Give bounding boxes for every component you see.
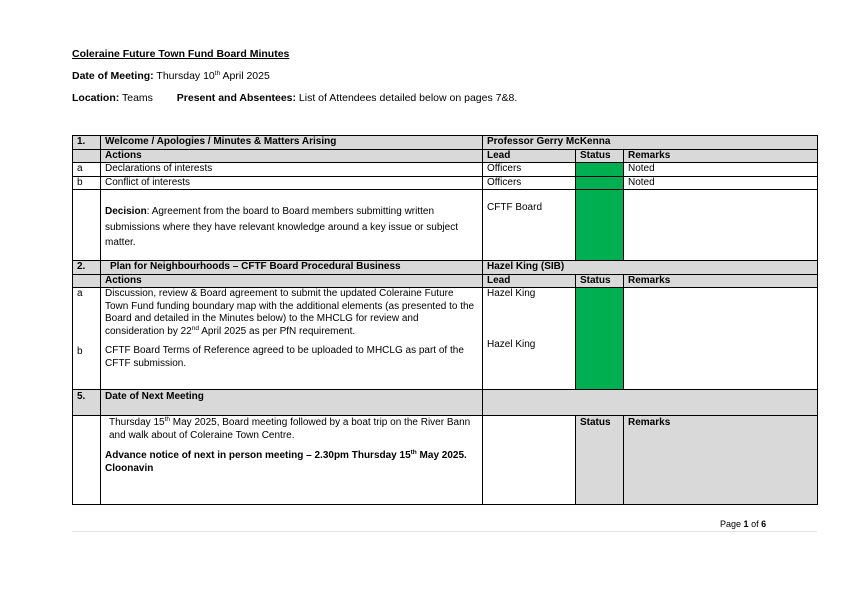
lead-header: Lead: [483, 149, 576, 163]
next-meeting-details: [101, 416, 483, 505]
status-header: Status: [576, 416, 624, 505]
section-owner: Hazel King (SIB): [483, 261, 818, 275]
item-action: Conflict of interests: [101, 176, 483, 190]
lead-header: Lead: [483, 274, 576, 288]
present-value: List of Attendees detailed below on pages 7&8.: [298, 92, 518, 104]
location-value: Teams: [121, 92, 153, 104]
section-number: 2.: [73, 261, 101, 275]
actions-header: Actions: [101, 149, 483, 163]
section-title: Welcome / Apologies / Minutes & Matters Arising: [101, 136, 483, 150]
remarks-header: Remarks: [624, 149, 818, 163]
present-label: Present and Absentees:: [176, 92, 296, 104]
status-indicator: [576, 288, 624, 390]
item-ids: a b: [73, 288, 101, 390]
decision-text: Decision: Agreement from the board to Board members submitting written submissions where they have relevant knowledge around a key issue or subject matter.: [101, 190, 483, 261]
decision-row: [73, 190, 818, 261]
status-header: Status: [576, 274, 624, 288]
section-5-header: [73, 390, 818, 416]
location-label: Location:: [72, 92, 120, 104]
location-line: [72, 92, 517, 104]
next-meeting-row: [73, 416, 818, 505]
item-id: b: [73, 176, 101, 190]
status-header: Status: [576, 149, 624, 163]
actions-header: Actions: [101, 274, 483, 288]
footer-divider: [72, 531, 817, 532]
status-indicator: [576, 190, 624, 261]
item-lead: Officers: [483, 176, 576, 190]
section-title: Plan for Neighbourhoods – CFTF Board Procedural Business: [101, 261, 483, 275]
document-title: Coleraine Future Town Fund Board Minutes: [72, 48, 290, 60]
section-1-header: [73, 136, 818, 150]
meeting-date-value: Thursday 10th April 2025: [156, 70, 270, 82]
next-meeting-text: Thursday 15th May 2025, Board meeting followed by a boat trip on the River Bann and walk about of Coleraine Town Centre.: [109, 416, 471, 441]
section-1-column-headers: [73, 149, 818, 163]
minutes-table: [72, 135, 818, 505]
status-indicator: [576, 176, 624, 190]
table-row: [73, 163, 818, 177]
section-2-header: [73, 261, 818, 275]
meeting-date-label: Date of Meeting:: [72, 70, 154, 82]
status-indicator: [576, 163, 624, 177]
item-b-action: CFTF Board Terms of Reference agreed to be uploaded to MHCLG as part of the CFTF submission.: [105, 345, 464, 369]
section-2-items: [73, 288, 818, 390]
table-row: [73, 176, 818, 190]
page-number: Page 1 of 6: [720, 519, 767, 529]
advance-notice: Advance notice of next in person meeting – 2.30pm Thursday 15th May 2025. Cloonavin: [105, 449, 467, 474]
item-a-action: Discussion, review & Board agreement to submit the updated Coleraine Future Town Fund funding boundary map with the additional elements (as presented to the Board and detailed in the Minutes below) to the MHCLG for review and consideration by 22nd April 2025 as per PfN requirement.: [105, 288, 475, 337]
section-number: 5.: [73, 390, 101, 416]
item-remarks: Noted: [624, 163, 818, 177]
remarks-header: Remarks: [624, 416, 818, 505]
remarks-header: Remarks: [624, 274, 818, 288]
section-title: Date of Next Meeting: [101, 390, 483, 416]
decision-lead: CFTF Board: [483, 190, 576, 261]
item-action: Declarations of interests: [101, 163, 483, 177]
meeting-date-line: [72, 70, 270, 82]
item-lead: Officers: [483, 163, 576, 177]
section-2-column-headers: [73, 274, 818, 288]
item-remarks: Noted: [624, 176, 818, 190]
section-owner: Professor Gerry McKenna: [483, 136, 818, 150]
item-id: a: [73, 163, 101, 177]
section-number: 1.: [73, 136, 101, 150]
item-actions: [101, 288, 483, 390]
item-leads: Hazel King Hazel King: [483, 288, 576, 390]
